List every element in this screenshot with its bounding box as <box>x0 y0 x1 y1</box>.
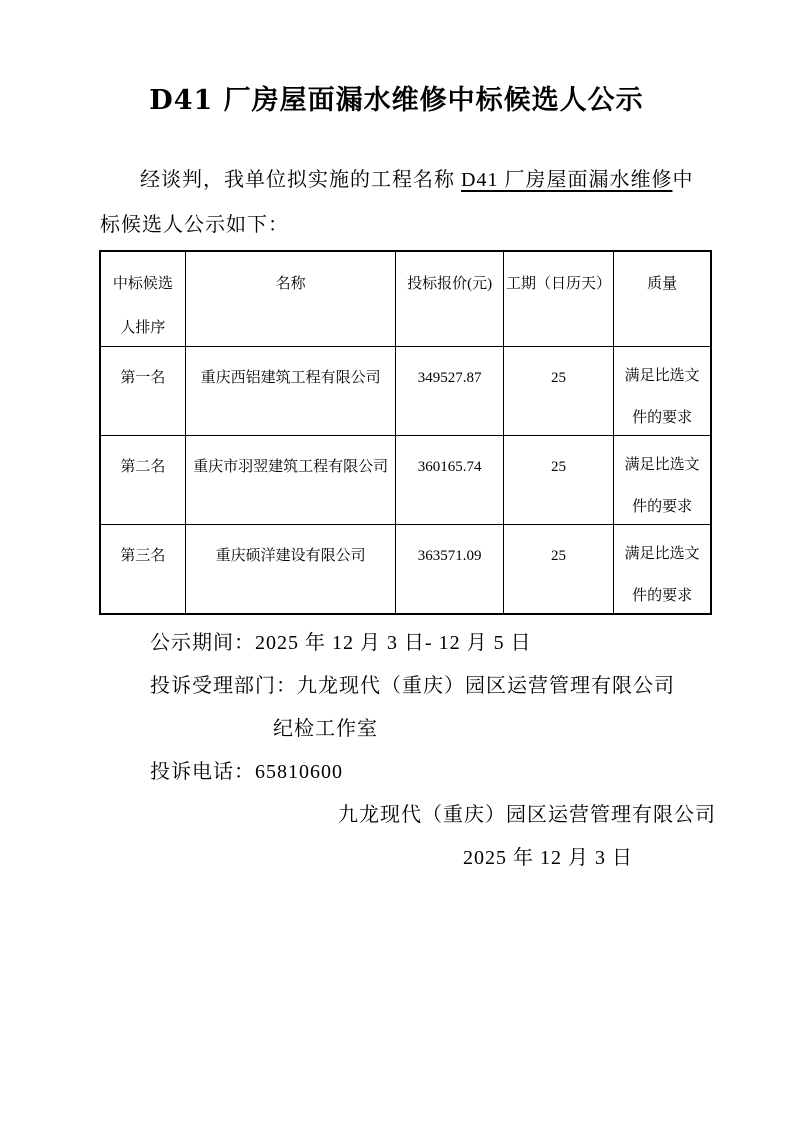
column-header-price: 投标报价(元) <box>396 251 503 346</box>
duration-cell: 25 <box>503 524 613 614</box>
quality-line1: 满足比选文 <box>624 456 700 473</box>
rank-cell: 第一名 <box>100 346 185 435</box>
duration-cell: 25 <box>503 346 613 435</box>
rank-cell: 第三名 <box>100 524 185 614</box>
complaint-phone-line: 投诉电话：65810600 <box>150 761 343 783</box>
quality-cell <box>614 524 711 614</box>
quality-line2: 件的要求 <box>632 498 693 515</box>
company-name-cell: 重庆硕洋建设有限公司 <box>185 524 396 614</box>
quality-line2: 件的要求 <box>632 587 693 604</box>
bid-candidates-table <box>99 250 712 615</box>
quality-line1: 满足比选文 <box>624 545 700 562</box>
duration-cell: 25 <box>503 435 613 524</box>
intro-project-name-underlined: D41 厂房屋面漏水维修 <box>461 169 673 191</box>
rank-cell: 第二名 <box>100 435 185 524</box>
column-header-quality: 质量 <box>614 251 711 346</box>
bid-price-cell: 349527.87 <box>396 346 503 435</box>
publicity-period-line: 公示期间：2025 年 12 月 3 日- 12 月 5 日 <box>150 632 532 654</box>
signature-company-line: 九龙现代（重庆）园区运营管理有限公司 <box>338 804 716 826</box>
quality-line1: 满足比选文 <box>624 367 700 384</box>
table-row-third-candidate <box>100 524 711 614</box>
footer-block <box>100 622 718 880</box>
complaint-department-line: 投诉受理部门：九龙现代（重庆）园区运营管理有限公司 <box>150 675 675 697</box>
column-header-rank <box>100 251 185 346</box>
company-name-cell: 重庆西铝建筑工程有限公司 <box>185 346 396 435</box>
column-header-duration: 工期（日历天） <box>503 251 613 346</box>
table-row-first-candidate <box>100 346 711 435</box>
quality-line2: 件的要求 <box>632 409 693 426</box>
intro-text-after: 中标候选人公示如下： <box>100 169 694 236</box>
company-name-cell: 重庆市羽翌建筑工程有限公司 <box>185 435 396 524</box>
quality-cell <box>614 435 711 524</box>
complaint-department-continuation-line: 纪检工作室 <box>273 718 378 740</box>
page-title: D41 厂房屋面漏水维修中标候选人公示 <box>149 85 644 116</box>
quality-cell <box>614 346 711 435</box>
table-header-row <box>100 251 711 346</box>
column-header-rank-line1: 中标候选 <box>112 276 173 292</box>
column-header-rank-line2: 人排序 <box>120 320 166 336</box>
bid-price-cell: 360165.74 <box>396 435 503 524</box>
signature-date-line: 2025 年 12 月 3 日 <box>463 847 633 869</box>
table-row-second-candidate <box>100 435 711 524</box>
intro-text-before: 经谈判，我单位拟实施的工程名称 <box>140 169 461 191</box>
bid-price-cell: 363571.09 <box>396 524 503 614</box>
column-header-name: 名称 <box>185 251 396 346</box>
intro-paragraph <box>100 158 714 248</box>
